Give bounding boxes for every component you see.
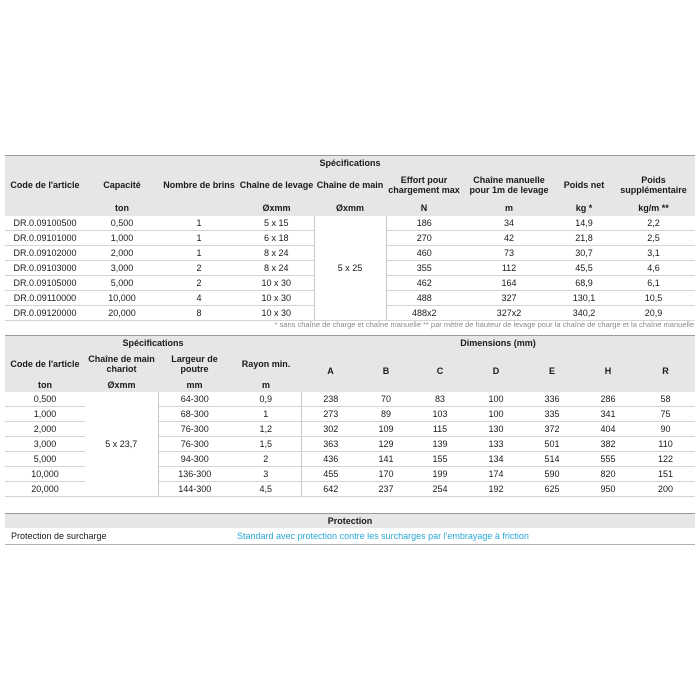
cell-e: 372 (524, 422, 580, 437)
cell-radius: 1,2 (231, 422, 301, 437)
cell-r: 75 (636, 407, 695, 422)
cell-a: 238 (301, 392, 360, 407)
cell-capacity: 0,500 (85, 216, 159, 231)
header-effort: Effort pour chargement max (386, 170, 462, 200)
cell-c: 103 (412, 407, 468, 422)
cell-extra-weight: 3,1 (612, 246, 695, 261)
cell-a: 642 (301, 482, 360, 497)
unit-effort: N (386, 200, 462, 216)
header-hand-chain-m: Chaîne manuelle pour 1m de levage (462, 170, 556, 200)
protection-table (5, 513, 695, 545)
cell-code: DR.0.09103000 (5, 261, 85, 276)
cell-extra-weight: 20,9 (612, 306, 695, 321)
cell-capacity: 1,000 (85, 231, 159, 246)
cell-e: 590 (524, 467, 580, 482)
unit-hand-chain: Øxmm (314, 200, 386, 216)
cell-h: 341 (580, 407, 636, 422)
cell-c: 115 (412, 422, 468, 437)
cell-a: 302 (301, 422, 360, 437)
cell-code: DR.0.09101000 (5, 231, 85, 246)
cell-code: DR.0.09120000 (5, 306, 85, 321)
cell-hand-chain-m: 73 (462, 246, 556, 261)
cell-falls: 2 (159, 261, 239, 276)
unit-falls (159, 200, 239, 216)
cell-a: 436 (301, 452, 360, 467)
cell-beam: 136-300 (158, 467, 231, 482)
spec-table-title: Spécifications (5, 156, 695, 171)
cell-extra-weight: 2,5 (612, 231, 695, 246)
cell-beam: 94-300 (158, 452, 231, 467)
cell-b: 129 (360, 437, 412, 452)
cell-beam: 144-300 (158, 482, 231, 497)
cell-code: DR.0.09105000 (5, 276, 85, 291)
cell-net-weight: 21,8 (556, 231, 612, 246)
unit-capacity: ton (5, 378, 85, 392)
cell-capacity: 0,500 (5, 392, 85, 407)
header-capacity: Capacité (85, 170, 159, 200)
cell-r: 110 (636, 437, 695, 452)
cell-effort: 460 (386, 246, 462, 261)
cell-r: 151 (636, 467, 695, 482)
cell-trolley-chain: 5 x 23,7 (85, 392, 158, 497)
cell-load-chain: 10 x 30 (239, 291, 314, 306)
table-row (5, 216, 695, 231)
header-trolley-chain: Chaîne de main chariot (85, 350, 158, 378)
cell-e: 625 (524, 482, 580, 497)
header-net-weight: Poids net (556, 170, 612, 200)
cell-e: 501 (524, 437, 580, 452)
cell-capacity: 20,000 (5, 482, 85, 497)
cell-radius: 3 (231, 467, 301, 482)
cell-falls: 8 (159, 306, 239, 321)
cell-beam: 68-300 (158, 407, 231, 422)
protection-title: Protection (5, 514, 695, 529)
dim-dimensions-title: Dimensions (mm) (301, 336, 695, 351)
cell-b: 170 (360, 467, 412, 482)
cell-code: DR.0.09100500 (5, 216, 85, 231)
cell-capacity: 3,000 (5, 437, 85, 452)
cell-hand-chain-m: 164 (462, 276, 556, 291)
cell-falls: 1 (159, 231, 239, 246)
cell-r: 122 (636, 452, 695, 467)
cell-load-chain: 10 x 30 (239, 306, 314, 321)
cell-d: 192 (468, 482, 524, 497)
header-load-chain: Chaîne de levage (239, 170, 314, 200)
cell-h: 820 (580, 467, 636, 482)
cell-c: 83 (412, 392, 468, 407)
cell-extra-weight: 10,5 (612, 291, 695, 306)
cell-beam: 76-300 (158, 437, 231, 452)
cell-hand-chain-m: 112 (462, 261, 556, 276)
cell-h: 404 (580, 422, 636, 437)
cell-effort: 186 (386, 216, 462, 231)
cell-net-weight: 68,9 (556, 276, 612, 291)
cell-d: 100 (468, 407, 524, 422)
unit-load-chain: Øxmm (239, 200, 314, 216)
cell-net-weight: 30,7 (556, 246, 612, 261)
cell-capacity: 10,000 (5, 467, 85, 482)
cell-e: 336 (524, 392, 580, 407)
header-code: Code de l'article (5, 170, 85, 200)
cell-radius: 4,5 (231, 482, 301, 497)
unit-trolley-chain: Øxmm (85, 378, 158, 392)
cell-radius: 1 (231, 407, 301, 422)
cell-capacity: 1,000 (5, 407, 85, 422)
cell-radius: 2 (231, 452, 301, 467)
cell-extra-weight: 6,1 (612, 276, 695, 291)
unit-hand-chain-m: m (462, 200, 556, 216)
table-row (5, 528, 695, 545)
cell-capacity: 2,000 (5, 422, 85, 437)
protection-label: Protection de surcharge (5, 528, 155, 545)
header-dim-a: A (301, 350, 360, 392)
header-code: Code de l'article (5, 350, 85, 378)
cell-c: 155 (412, 452, 468, 467)
cell-load-chain: 8 x 24 (239, 246, 314, 261)
cell-effort: 488 (386, 291, 462, 306)
cell-net-weight: 130,1 (556, 291, 612, 306)
cell-h: 286 (580, 392, 636, 407)
spec-footnote: * sans chaîne de charge et chaîne manuelle ** par mètre de hauteur de levage pour la chaîne de charge et la chaîne manuelle (274, 320, 694, 329)
dimensions-table (5, 335, 695, 497)
cell-r: 200 (636, 482, 695, 497)
unit-beam-width: mm (158, 378, 231, 392)
cell-effort: 355 (386, 261, 462, 276)
header-dim-h: H (580, 350, 636, 392)
cell-beam: 76-300 (158, 422, 231, 437)
header-dim-e: E (524, 350, 580, 392)
cell-a: 363 (301, 437, 360, 452)
cell-capacity: 20,000 (85, 306, 159, 321)
cell-falls: 1 (159, 216, 239, 231)
header-dim-b: B (360, 350, 412, 392)
header-dim-d: D (468, 350, 524, 392)
cell-d: 100 (468, 392, 524, 407)
unit-net-weight: kg * (556, 200, 612, 216)
cell-load-chain: 5 x 15 (239, 216, 314, 231)
cell-net-weight: 340,2 (556, 306, 612, 321)
cell-a: 455 (301, 467, 360, 482)
cell-capacity: 5,000 (85, 276, 159, 291)
cell-h: 382 (580, 437, 636, 452)
cell-h: 555 (580, 452, 636, 467)
cell-extra-weight: 2,2 (612, 216, 695, 231)
cell-code: DR.0.09110000 (5, 291, 85, 306)
header-hand-chain: Chaîne de main (314, 170, 386, 200)
cell-e: 514 (524, 452, 580, 467)
cell-d: 133 (468, 437, 524, 452)
header-falls: Nombre de brins (159, 170, 239, 200)
cell-net-weight: 45,5 (556, 261, 612, 276)
cell-effort: 270 (386, 231, 462, 246)
cell-b: 89 (360, 407, 412, 422)
cell-r: 58 (636, 392, 695, 407)
cell-radius: 1,5 (231, 437, 301, 452)
specifications-table (5, 155, 695, 321)
cell-hand-chain-m: 42 (462, 231, 556, 246)
cell-b: 237 (360, 482, 412, 497)
unit-code (5, 200, 85, 216)
cell-c: 254 (412, 482, 468, 497)
cell-falls: 1 (159, 246, 239, 261)
header-min-radius: Rayon min. (231, 350, 301, 378)
cell-d: 134 (468, 452, 524, 467)
cell-effort: 462 (386, 276, 462, 291)
cell-net-weight: 14,9 (556, 216, 612, 231)
header-dim-r: R (636, 350, 695, 392)
cell-hand-chain-m: 327x2 (462, 306, 556, 321)
cell-d: 174 (468, 467, 524, 482)
header-dim-c: C (412, 350, 468, 392)
cell-beam: 64-300 (158, 392, 231, 407)
cell-b: 141 (360, 452, 412, 467)
cell-capacity: 5,000 (5, 452, 85, 467)
cell-falls: 4 (159, 291, 239, 306)
cell-load-chain: 8 x 24 (239, 261, 314, 276)
cell-extra-weight: 4,6 (612, 261, 695, 276)
cell-capacity: 3,000 (85, 261, 159, 276)
cell-hand-chain-m: 34 (462, 216, 556, 231)
header-extra-weight: Poids supplémentaire (612, 170, 695, 200)
cell-r: 90 (636, 422, 695, 437)
cell-code: DR.0.09102000 (5, 246, 85, 261)
cell-a: 273 (301, 407, 360, 422)
cell-hand-chain-m: 327 (462, 291, 556, 306)
cell-radius: 0,9 (231, 392, 301, 407)
unit-min-radius: m (231, 378, 301, 392)
cell-c: 199 (412, 467, 468, 482)
protection-value: Standard avec protection contre les surcharges par l'embrayage à friction (155, 528, 695, 545)
cell-falls: 2 (159, 276, 239, 291)
dim-spec-title: Spécifications (5, 336, 301, 351)
cell-load-chain: 6 x 18 (239, 231, 314, 246)
header-beam-width: Largeur de poutre (158, 350, 231, 378)
cell-c: 139 (412, 437, 468, 452)
unit-extra-weight: kg/m ** (612, 200, 695, 216)
cell-b: 109 (360, 422, 412, 437)
cell-h: 950 (580, 482, 636, 497)
cell-d: 130 (468, 422, 524, 437)
cell-capacity: 2,000 (85, 246, 159, 261)
cell-e: 335 (524, 407, 580, 422)
cell-hand-chain: 5 x 25 (314, 216, 386, 321)
table-row (5, 392, 695, 407)
cell-effort: 488x2 (386, 306, 462, 321)
unit-capacity: ton (85, 200, 159, 216)
cell-b: 70 (360, 392, 412, 407)
cell-load-chain: 10 x 30 (239, 276, 314, 291)
cell-capacity: 10,000 (85, 291, 159, 306)
